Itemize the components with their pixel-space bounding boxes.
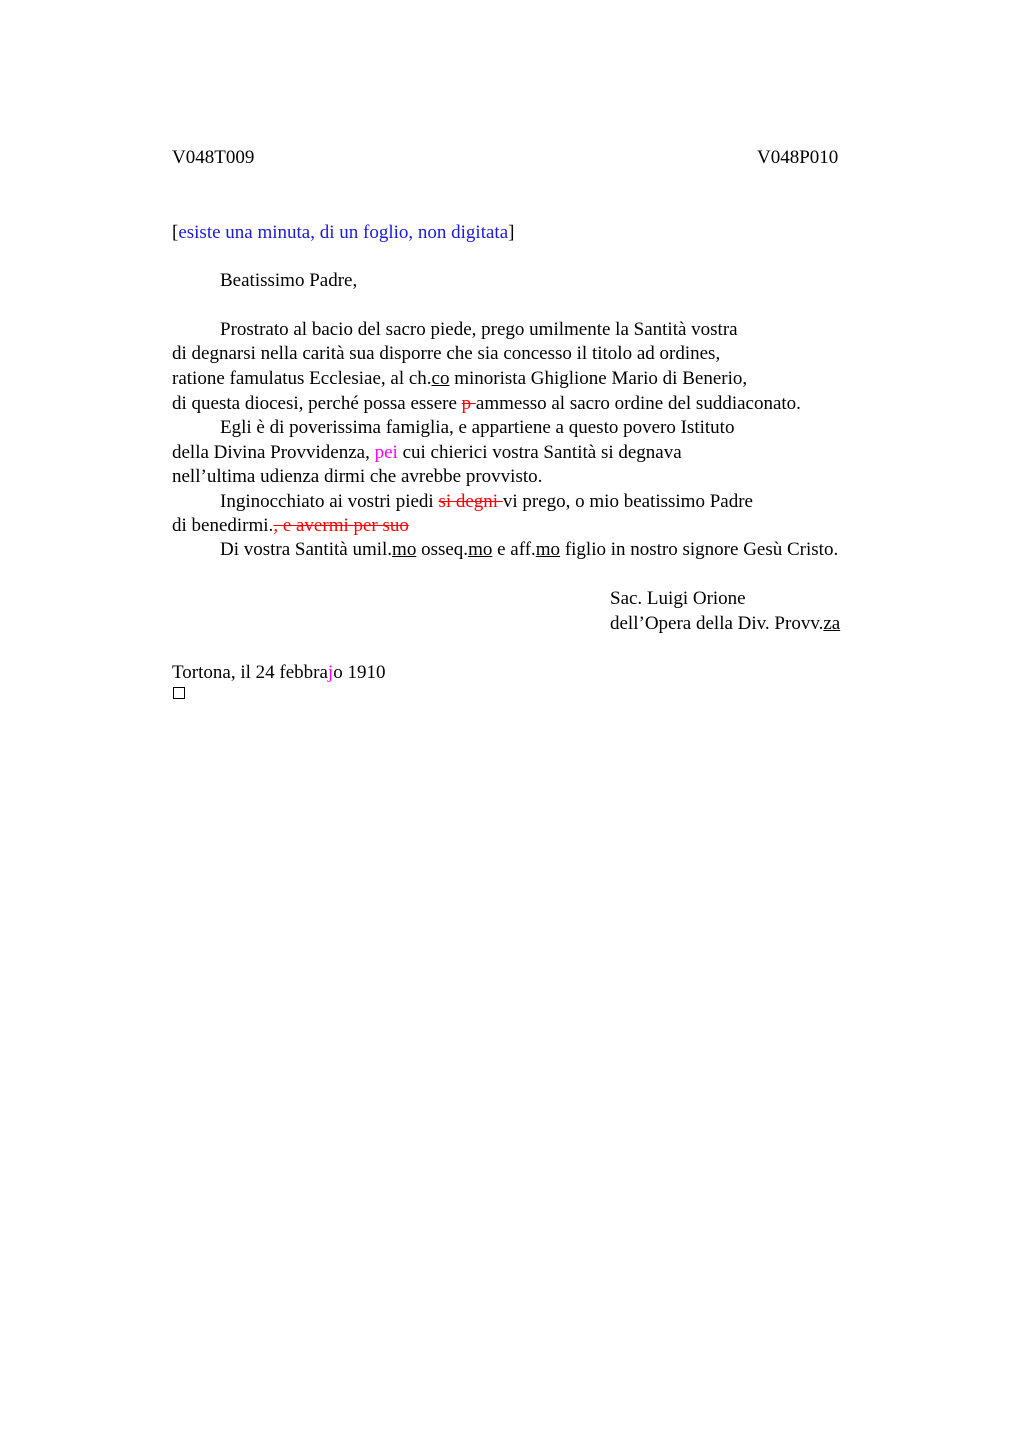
- body-text: o 1910: [333, 662, 386, 683]
- document-code-right: V048P010: [757, 147, 839, 168]
- abbreviation-superscript: mo: [468, 539, 493, 560]
- abbreviation-superscript: za: [823, 613, 841, 634]
- abbreviation-superscript: mo: [535, 539, 561, 560]
- body-text: di questa diocesi, perché possa essere: [172, 393, 462, 414]
- body-text: e aff.: [492, 539, 536, 560]
- abbreviation-superscript: mo: [392, 539, 417, 560]
- note-text: esiste una minuta, di un foglio, non digitata: [178, 222, 509, 243]
- editorial-note: [172, 222, 514, 244]
- document-code-left: V048T009: [172, 147, 255, 168]
- closing-line: [220, 538, 838, 562]
- body-text: della Divina Provvidenza,: [172, 442, 375, 463]
- body-line-2: di degnarsi nella carità sua disporre che sia concesso il titolo ad ordines,: [172, 343, 721, 364]
- body-text: vi prego, o mio beatissimo Padre: [502, 491, 753, 512]
- deleted-text: , e avermi per suo: [273, 515, 409, 536]
- body-text: Inginocchiato ai vostri piedi: [220, 491, 439, 512]
- abbreviation-superscript: co: [431, 368, 450, 389]
- body-text: Di vostra Santità umil.: [220, 539, 393, 560]
- note-bracket-open: [: [172, 222, 179, 243]
- signature-name: Sac. Luigi Orione: [610, 588, 746, 609]
- body-text: ammesso al sacro ordine del suddiaconato.: [475, 393, 801, 414]
- body-line-8: [220, 490, 753, 514]
- salutation: Beatissimo Padre,: [220, 270, 358, 291]
- deleted-text: si degni: [438, 491, 503, 512]
- body-line-7: nell’ultima udienza dirmi che avrebbe provvisto.: [172, 466, 543, 487]
- checkbox-square-icon: [173, 687, 185, 699]
- body-line-6: [172, 441, 682, 465]
- body-text: figlio in nostro signore Gesù Cristo.: [560, 539, 839, 560]
- body-line-1: Prostrato al bacio del sacro piede, prego umilmente la Santità vostra: [220, 319, 738, 340]
- body-text: dell’Opera della Div. Provv.: [610, 613, 824, 634]
- body-line-5: Egli è di poverissima famiglia, e appartiene a questo povero Istituto: [220, 417, 735, 438]
- body-line-9: [172, 514, 409, 538]
- deleted-text: p: [461, 393, 476, 414]
- place-date: [172, 661, 385, 685]
- body-line-3: [172, 367, 747, 391]
- correction-text: j: [327, 662, 334, 683]
- body-text: cui chierici vostra Santità si degnava: [397, 442, 682, 463]
- body-line-4: [172, 392, 801, 416]
- body-text: ratione famulatus Ecclesiae, al ch.: [172, 368, 432, 389]
- body-text: minorista Ghiglione Mario di Benerio,: [449, 368, 748, 389]
- correction-text: pei: [374, 442, 398, 463]
- body-text: Tortona, il 24 febbra: [172, 662, 328, 683]
- body-text: osseq.: [416, 539, 469, 560]
- signature-organization: [610, 612, 840, 636]
- note-bracket-close: ]: [508, 222, 515, 243]
- body-text: di benedirmi.: [172, 515, 274, 536]
